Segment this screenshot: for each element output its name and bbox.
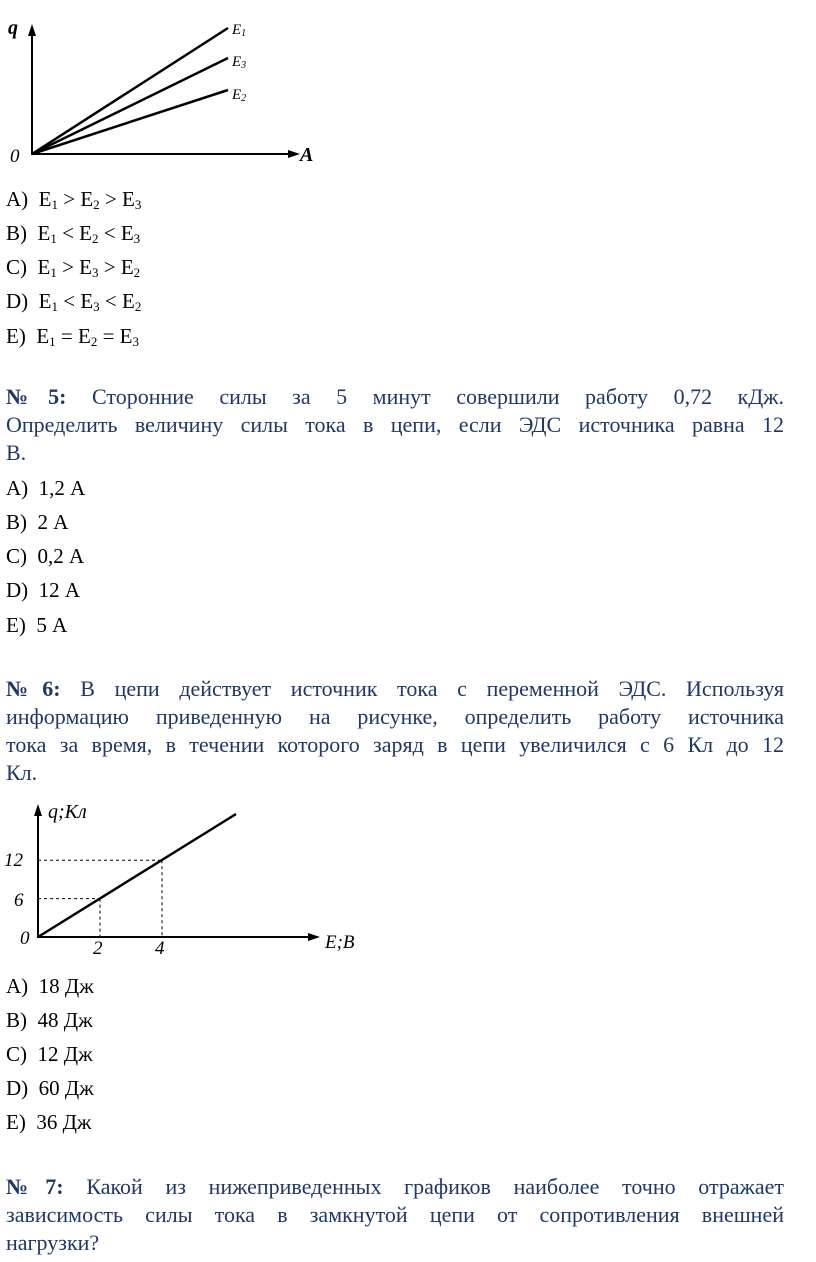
answer-option: D) $E_1 < E_3 < E_2$ bbox=[6, 289, 142, 314]
x-axis-label: E;B bbox=[325, 932, 355, 953]
label-e1: E1 bbox=[232, 22, 247, 39]
x-tick-label-4: 4 bbox=[155, 938, 165, 959]
y-axis-label: q;Кл bbox=[48, 801, 87, 823]
answer-option: B) 48 Дж bbox=[6, 1008, 93, 1032]
answer-option: E) 5 А bbox=[6, 613, 68, 637]
y-axis-arrow bbox=[28, 24, 36, 36]
answer-option: B) $E_1 < E_2 < E_3$ bbox=[6, 221, 141, 246]
y-axis-arrow bbox=[34, 804, 42, 816]
y-tick-label-12: 12 bbox=[4, 850, 23, 871]
x-axis-label: A bbox=[300, 144, 314, 166]
answer-option: C) $E_1 > E_3 > E_2$ bbox=[6, 255, 141, 280]
answer-option: E) 36 Дж bbox=[6, 1110, 92, 1134]
series-line bbox=[38, 814, 236, 937]
origin-label: 0 bbox=[10, 146, 20, 167]
graph-charge-vs-emf bbox=[0, 796, 370, 966]
question-number: №7: bbox=[6, 1174, 64, 1199]
question-7: №7: Какой из нижеприведенных графиков наиболее точно отражает зависимость силы тока в замкнутой цепи от сопротивления внешней нагрузки? bbox=[6, 1174, 785, 1255]
y-axis-label: q bbox=[8, 17, 18, 39]
label-e2: E2 bbox=[232, 87, 247, 104]
x-axis-arrow bbox=[288, 150, 300, 158]
origin-label: 0 bbox=[20, 928, 30, 949]
answer-option: A) 1,2 А bbox=[6, 476, 86, 500]
question-5: №5: Сторонние силы за 5 минут совершили работу 0,72 кДж. Определить величину силы тока в цепи, если ЭДС источника равна 12 В. bbox=[6, 384, 784, 465]
answer-option: E) $E_1 = E_2 = E_3$ bbox=[6, 324, 139, 349]
answer-option: A) $E_1 > E_2 > E_3$ bbox=[6, 187, 142, 212]
question-number: №6: bbox=[6, 676, 61, 701]
answer-option: D) 12 А bbox=[6, 578, 81, 602]
answer-option: C) 0,2 А bbox=[6, 544, 85, 568]
answer-option: C) 12 Дж bbox=[6, 1042, 93, 1066]
label-e3: E3 bbox=[232, 54, 247, 71]
question-number: №5: bbox=[6, 384, 67, 409]
line-e1 bbox=[32, 28, 228, 154]
answer-option: B) 2 А bbox=[6, 510, 69, 534]
x-axis-arrow bbox=[308, 933, 320, 941]
question-6: №6: В цепи действует источник тока с переменной ЭДС. Используя информацию приведенную на рисунке, определить работу источника тока за время, в течении которого заряд в цепи увеличился с 6 Кл до 12 Кл. bbox=[6, 676, 784, 785]
answer-option: D) 60 Дж bbox=[6, 1076, 94, 1100]
y-tick-label-6: 6 bbox=[14, 890, 24, 911]
answer-option: A) 18 Дж bbox=[6, 974, 94, 998]
graph-q-vs-a bbox=[0, 10, 330, 175]
line-e3 bbox=[32, 58, 228, 154]
x-tick-label-2: 2 bbox=[93, 938, 103, 959]
line-e2 bbox=[32, 90, 228, 154]
